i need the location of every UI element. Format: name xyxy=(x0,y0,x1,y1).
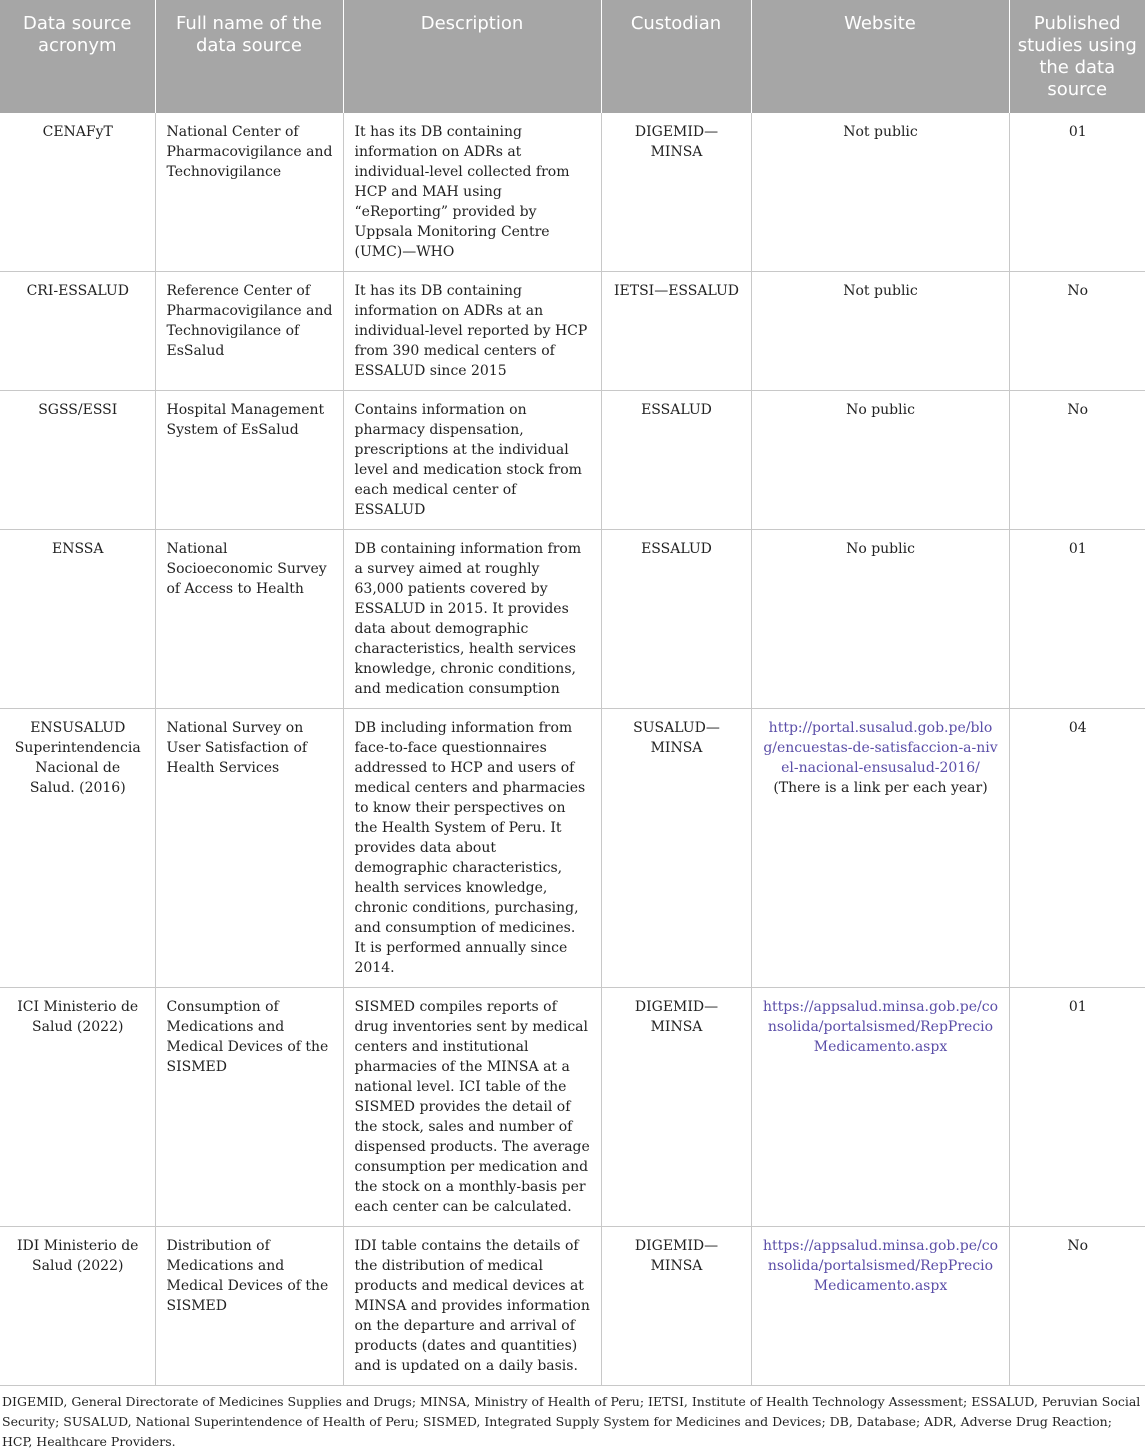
acronym-cell: CRI-ESSALUD xyxy=(0,272,155,391)
acronym-cell: CENAFyT xyxy=(0,113,155,272)
header-description: Description xyxy=(343,0,601,113)
website-cell: No public xyxy=(751,391,1009,530)
acronym-cell: ENSUSALUD Superintendencia Nacional de Salud. (2016) xyxy=(0,709,155,988)
custodian-cell: DIGEMID—MINSA xyxy=(601,988,751,1227)
custodian-cell: ESSALUD xyxy=(601,530,751,709)
published-cell: 04 xyxy=(1009,709,1145,988)
description-cell: IDI table contains the details of the distribution of medical products and medical devices at MINSA and provides information on the departure and arrival of products (dates and quantities) and is updated on a daily basis. xyxy=(343,1227,601,1386)
description-cell: SISMED compiles reports of drug inventories sent by medical centers and institutional pharmacies of the MINSA at a national level. ICI table of the SISMED provides the detail of the stock, sales and number of dispensed products. The average consumption per medication and the stock on a monthly-basis per each center can be calculated. xyxy=(343,988,601,1227)
acronym-cell: ENSSA xyxy=(0,530,155,709)
table-row xyxy=(0,988,1145,1227)
table-row xyxy=(0,530,1145,709)
website-cell xyxy=(751,709,1009,988)
table-row xyxy=(0,391,1145,530)
published-cell: 01 xyxy=(1009,530,1145,709)
website-cell: Not public xyxy=(751,113,1009,272)
published-cell: 01 xyxy=(1009,988,1145,1227)
full-name-cell: National Survey on User Satisfaction of Health Services xyxy=(155,709,343,988)
website-cell: Not public xyxy=(751,272,1009,391)
header-acronym: Data source acronym xyxy=(0,0,155,113)
full-name-cell: Reference Center of Pharmacovigilance and Technovigilance of EsSalud xyxy=(155,272,343,391)
custodian-cell: ESSALUD xyxy=(601,391,751,530)
full-name-cell: Consumption of Medications and Medical Devices of the SISMED xyxy=(155,988,343,1227)
published-cell: No xyxy=(1009,272,1145,391)
published-cell: No xyxy=(1009,391,1145,530)
custodian-cell: SUSALUD—MINSA xyxy=(601,709,751,988)
published-cell: 01 xyxy=(1009,113,1145,272)
header-published-studies: Published studies using the data source xyxy=(1009,0,1145,113)
website-cell: No public xyxy=(751,530,1009,709)
description-cell: DB including information from face-to-face questionnaires addressed to HCP and users of medical centers and pharmacies to know their perspectives on the Health System of Peru. It provides data about demographic characteristics, health services knowledge, chronic conditions, purchasing, and consumption of medicines. It is performed annually since 2014. xyxy=(343,709,601,988)
full-name-cell: National Socioeconomic Survey of Access to Health xyxy=(155,530,343,709)
description-cell: It has its DB containing information on ADRs at an individual-level reported by HCP from 390 medical centers of ESSALUD since 2015 xyxy=(343,272,601,391)
published-cell: No xyxy=(1009,1227,1145,1386)
header-custodian: Custodian xyxy=(601,0,751,113)
full-name-cell: National Center of Pharmacovigilance and Technovigilance xyxy=(155,113,343,272)
description-cell: Contains information on pharmacy dispensation, prescriptions at the individual level and medication stock from each medical center of ESSALUD xyxy=(343,391,601,530)
custodian-cell: DIGEMID—MINSA xyxy=(601,113,751,272)
website-link[interactable]: http://portal.susalud.gob.pe/blog/encuestas-de-satisfaccion-a-nivel-nacional-ensusalud-2016/ xyxy=(763,720,998,776)
website-cell xyxy=(751,1227,1009,1386)
description-cell: It has its DB containing information on ADRs at individual-level collected from HCP and MAH using “eReporting” provided by Uppsala Monitoring Centre (UMC)—WHO xyxy=(343,113,601,272)
full-name-cell: Hospital Management System of EsSalud xyxy=(155,391,343,530)
acronym-cell: SGSS/ESSI xyxy=(0,391,155,530)
website-cell xyxy=(751,988,1009,1227)
acronym-cell: IDI Ministerio de Salud (2022) xyxy=(0,1227,155,1386)
table-row xyxy=(0,709,1145,988)
custodian-cell: DIGEMID—MINSA xyxy=(601,1227,751,1386)
header-full-name: Full name of the data source xyxy=(155,0,343,113)
table-header-row xyxy=(0,0,1145,113)
header-website: Website xyxy=(751,0,1009,113)
table-row xyxy=(0,272,1145,391)
custodian-cell: IETSI—ESSALUD xyxy=(601,272,751,391)
table-row xyxy=(0,1227,1145,1386)
website-link[interactable]: https://appsalud.minsa.gob.pe/consolida/portalsismed/RepPrecioMedicamento.aspx xyxy=(762,1238,999,1294)
website-link[interactable]: https://appsalud.minsa.gob.pe/consolida/portalsismed/RepPrecioMedicamento.aspx xyxy=(762,999,999,1055)
table-row xyxy=(0,113,1145,272)
acronym-cell: ICI Ministerio de Salud (2022) xyxy=(0,988,155,1227)
website-note: (There is a link per each year) xyxy=(773,780,988,796)
full-name-cell: Distribution of Medications and Medical Devices of the SISMED xyxy=(155,1227,343,1386)
description-cell: DB containing information from a survey aimed at roughly 63,000 patients covered by ESSALUD in 2015. It provides data about demographic characteristics, health services knowledge, chronic conditions, and medication consumption xyxy=(343,530,601,709)
table-footnote: DIGEMID, General Directorate of Medicines Supplies and Drugs; MINSA, Ministry of Health of Peru; IETSI, Institute of Health Technology Assessment; ESSALUD, Peruvian Social Security; SUSALUD, National Superintendence of Health of Peru; SISMED, Integrated Supply System for Medicines and Devices; DB, Database; ADR, Adverse Drug Reaction; HCP, Healthcare Providers. xyxy=(2,1394,1141,1449)
